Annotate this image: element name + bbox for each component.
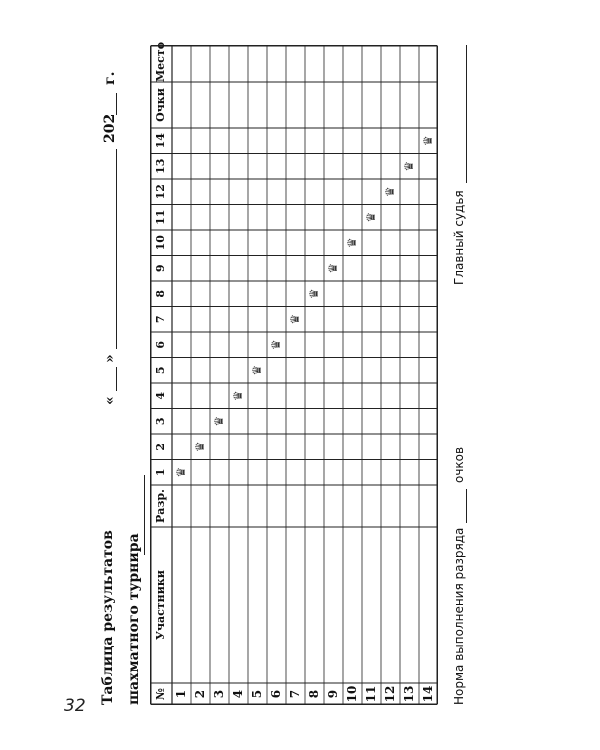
crown-icon: ♛: [364, 211, 378, 223]
header-round-9: 9: [154, 264, 167, 273]
year-blank: [116, 93, 117, 115]
row-number: 2: [193, 689, 207, 699]
crown-icon: ♛: [402, 160, 416, 172]
day-blank: [116, 367, 117, 391]
row-number: 7: [288, 689, 302, 699]
title-line-1: Таблица результатов: [100, 530, 116, 705]
crown-icon: ♛: [174, 466, 188, 478]
row-number: 8: [307, 689, 321, 699]
crown-icon: ♛: [307, 288, 321, 300]
crown-icon: ♛: [383, 186, 397, 198]
crown-icon: ♛: [326, 262, 340, 274]
results-table: [150, 41, 438, 705]
close-quote: »: [102, 354, 118, 363]
row-number: 9: [326, 689, 340, 699]
month-blank: [116, 149, 117, 349]
crown-icon: ♛: [231, 390, 245, 402]
judge-label: Главный судья: [452, 190, 466, 285]
norm-label: Норма выполнения разряда: [452, 527, 466, 705]
header-round-5: 5: [154, 366, 167, 375]
row-number: 14: [421, 685, 435, 703]
crown-icon: ♛: [250, 364, 264, 376]
results-sheet: [100, 41, 490, 705]
row-number: 1: [174, 689, 188, 699]
header-round-7: 7: [154, 315, 167, 324]
header-round-6: 6: [154, 340, 167, 349]
header-number: №: [154, 688, 167, 700]
norm-blank: [466, 489, 467, 523]
header-round-11: 11: [154, 209, 167, 225]
row-number: 11: [364, 685, 378, 703]
header-round-3: 3: [154, 417, 167, 426]
year-text: 202: [102, 113, 118, 143]
row-number: 3: [212, 689, 226, 699]
header-points: Очки: [154, 88, 167, 122]
row-number: 10: [345, 685, 359, 703]
title-line-2: шахматного турнира: [126, 533, 142, 705]
row-number: 4: [231, 689, 245, 699]
open-quote: «: [102, 396, 118, 405]
crown-icon: ♛: [193, 441, 207, 453]
header-round-8: 8: [154, 289, 167, 298]
header-round-10: 10: [154, 235, 167, 251]
judge-blank: [466, 45, 467, 183]
points-label: очков: [452, 446, 466, 483]
header-round-14: 14: [154, 133, 167, 149]
crown-icon: ♛: [212, 415, 226, 427]
row-number: 5: [250, 689, 264, 699]
crown-icon: ♛: [269, 339, 283, 351]
header-round-4: 4: [154, 391, 167, 400]
crown-icon: ♛: [345, 237, 359, 249]
page-number: 32: [64, 696, 86, 716]
header-rank: Разр.: [154, 489, 167, 523]
header-round-1: 1: [154, 468, 167, 477]
row-number: 6: [269, 689, 283, 699]
table-grid-lines: [150, 41, 438, 705]
header-round-12: 12: [154, 184, 167, 200]
crown-icon: ♛: [288, 313, 302, 325]
year-suffix: г.: [102, 71, 118, 85]
header-place: Место: [154, 41, 167, 82]
header-round-2: 2: [154, 442, 167, 451]
row-number: 12: [383, 685, 397, 703]
crown-icon: ♛: [421, 135, 435, 147]
row-number: 13: [402, 685, 416, 703]
header-participants: Участники: [154, 570, 167, 640]
header-round-13: 13: [154, 158, 167, 174]
title-underline: [144, 475, 145, 555]
